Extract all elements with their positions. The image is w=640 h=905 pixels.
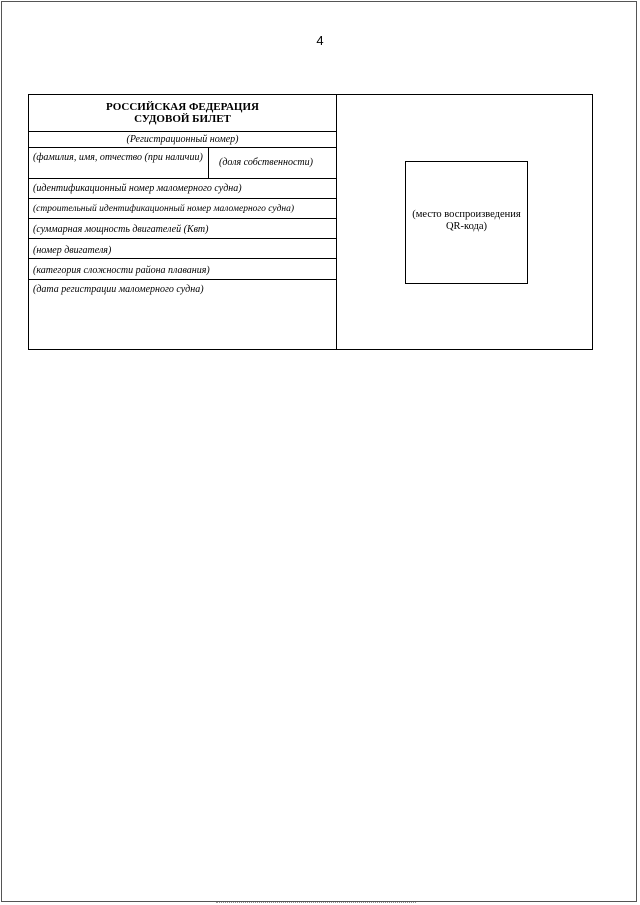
vessel-id-label: (идентификационный номер маломерного судна) (33, 183, 242, 194)
form-header (29, 95, 336, 132)
page-number: 4 (316, 33, 324, 48)
registration-number-label: (Регистрационный номер) (126, 134, 239, 145)
build-id-label: (строительный идентификационный номер маломерного судна) (33, 204, 295, 214)
engine-number-row (29, 239, 336, 259)
vessel-id-row (29, 179, 336, 199)
ownership-share-label: (доля собственности) (219, 157, 313, 168)
owner-row (29, 148, 336, 179)
owner-name-cell (29, 148, 209, 178)
form-fields-column (29, 95, 337, 349)
navigation-category-row (29, 259, 336, 280)
registration-date-row (29, 280, 336, 349)
registration-date-label: (дата регистрации маломерного судна) (33, 284, 204, 295)
qr-code-label: (место воспроизведения QR-кода) (412, 209, 521, 232)
navigation-category-label: (категория сложности района плавания) (33, 265, 210, 276)
registration-number-row (29, 132, 336, 148)
qr-code-placeholder (405, 161, 528, 284)
ship-ticket-form (28, 94, 593, 350)
engine-number-label: (номер двигателя) (33, 245, 112, 256)
engine-power-label: (суммарная мощность двигателей (Квт) (33, 224, 209, 235)
build-id-row (29, 199, 336, 219)
document-title: СУДОВОЙ БИЛЕТ (134, 113, 231, 125)
country-title: РОССИЙСКАЯ ФЕДЕРАЦИЯ (106, 101, 259, 113)
engine-power-row (29, 219, 336, 239)
owner-name-label: (фамилия, имя, отчество (при наличии) (33, 152, 203, 163)
